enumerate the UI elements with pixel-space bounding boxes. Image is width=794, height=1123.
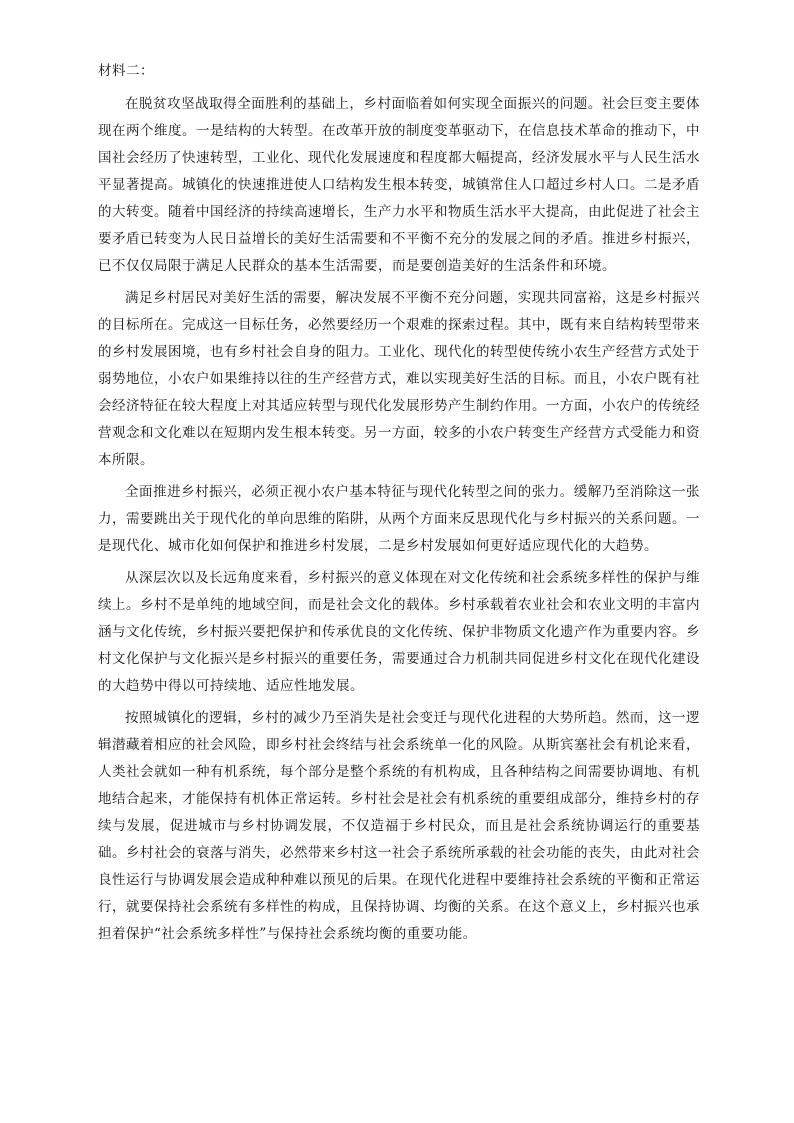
- material-label: 材料二：: [98, 63, 154, 79]
- document-body: [98, 58, 700, 953]
- paragraph-4: 从深层次以及长远角度来看，乡村振兴的意义体现在对文化传统和社会系统多样性的保护与维续上。乡村不是单纯的地域空间，而是社会文化的载体。乡村承载着农业社会和农业文明的丰富内涵与文化传统，乡村振兴要把保护和传承优良的文化传统、保护非物质文化遗产作为重要内容。乡村文化保护与文化振兴是乡村振兴的重要任务，需要通过合力机制共同促进乡村文化在现代化建设的大趋势中得以可持续地、适应性地发展。: [98, 570, 700, 694]
- paragraph-1: 在脱贫攻坚战取得全面胜利的基础上，乡村面临着如何实现全面振兴的问题。社会巨变主要体现在两个维度。一是结构的大转型。在改革开放的制度变革驱动下，在信息技术革命的推动下，中国社会经历了快速转型，工业化、现代化发展速度和程度都大幅提高，经济发展水平与人民生活水平显著提高。城镇化的快速推进使人口结构发生根本转变，城镇常住人口超过乡村人口。二是矛盾的大转变。随着中国经济的持续高速增长，生产力水平和物质生活水平大提高，由此促进了社会主要矛盾已转变为人民日益增长的美好生活需要和不平衡不充分的发展之间的矛盾。推进乡村振兴，已不仅仅局限于满足人民群众的基本生活需要，而是要创造美好的生活条件和环境。: [98, 96, 700, 274]
- paragraph-5: 按照城镇化的逻辑，乡村的减少乃至消失是社会变迁与现代化进程的大势所趋。然而，这一逻辑潜藏着相应的社会风险，即乡村社会终结与社会系统单一化的风险。从斯宾塞社会有机论来看，人类社会就如一种有机系统，每个部分是整个系统的有机构成，且各种结构之间需要协调地、有机地结合起来，才能保持有机体正常运转。乡村社会是社会有机系统的重要组成部分，维持乡村的存续与发展，促进城市与乡村协调发展，不仅造福于乡村民众，而且是社会系统协调运行的重要基础。乡村社会的衰落与消失，必然带来乡村这一社会子系统所承载的社会功能的丧失，由此对社会良性运行与协调发展会造成种种难以预见的后果。在现代化进程中要维持社会系统的平衡和正常运行，就要保持社会系统有多样性的构成，且保持协调、均衡的关系。在这个意义上，乡村振兴也承担着保护“社会系统多样性”与保持社会系统均衡的重要功能。: [98, 710, 700, 942]
- paragraph-2: 满足乡村居民对美好生活的需要，解决发展不平衡不充分问题，实现共同富裕，这是乡村振兴的目标所在。完成这一目标任务，必然要经历一个艰难的探索过程。其中，既有来自结构转型带来的乡村发展困境，也有乡村社会自身的阻力。工业化、现代化的转型使传统小农生产经营方式处于弱势地位，小农户如果维持以往的生产经营方式，难以实现美好生活的目标。而且，小农户既有社会经济特征在较大程度上对其适应转型与现代化发展形势产生制约作用。一方面，小农户的传统经营观念和文化难以在短期内发生根本转变。另一方面，较多的小农户转变生产经营方式受能力和资本所限。: [98, 290, 700, 468]
- paragraph-3: 全面推进乡村振兴，必须正视小农户基本特征与现代化转型之间的张力。缓解乃至消除这一张力，需要跳出关于现代化的单向思维的陷阱，从两个方面来反思现代化与乡村振兴的关系问题。一是现代化、城市化如何保护和推进乡村发展，二是乡村发展如何更好适应现代化的大趋势。: [98, 484, 700, 554]
